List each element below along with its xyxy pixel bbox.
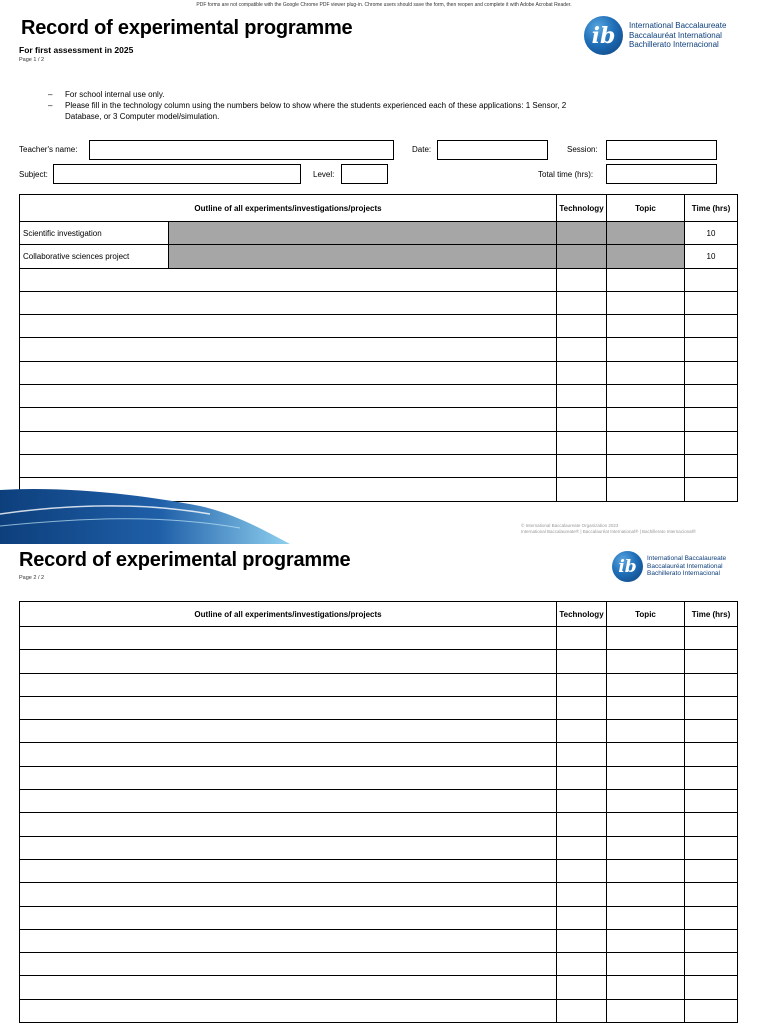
row-outline-cell[interactable]: [20, 720, 557, 743]
table-row: [20, 790, 738, 813]
instructions-list: [48, 89, 568, 122]
table-row: [20, 929, 738, 952]
row-topic-cell[interactable]: [607, 906, 685, 929]
total-time-field[interactable]: [606, 164, 717, 184]
row-technology-cell[interactable]: [557, 953, 607, 976]
row-topic-cell[interactable]: [607, 720, 685, 743]
level-field[interactable]: [341, 164, 388, 184]
table-row: [20, 338, 738, 361]
row-outline-cell[interactable]: [20, 859, 557, 882]
row-technology-cell[interactable]: [557, 743, 607, 766]
instruction-item: – For school internal use only.: [48, 90, 165, 99]
row-time-cell[interactable]: [685, 976, 738, 999]
table-row: [20, 953, 738, 976]
row-outline-cell[interactable]: [20, 315, 557, 338]
row-time-cell[interactable]: [685, 385, 738, 408]
row-time-cell[interactable]: [685, 766, 738, 789]
row-outline-cell[interactable]: [20, 813, 557, 836]
row-time-cell[interactable]: [685, 859, 738, 882]
row-outline-cell[interactable]: [20, 743, 557, 766]
row-outline-cell[interactable]: [20, 696, 557, 719]
row-outline-cell[interactable]: [20, 836, 557, 859]
row-technology-cell[interactable]: [557, 720, 607, 743]
instruction-item: – Please fill in the technology column using the numbers below to show where the students experienced each of these applications: 1 Sensor, 2 Database, or 3 Computer model/simulation.: [48, 101, 567, 121]
row-topic-cell[interactable]: [607, 953, 685, 976]
table-row: [20, 836, 738, 859]
teacher-name-field[interactable]: [89, 140, 394, 160]
header-outline: Outline of all experiments/investigations/projects: [20, 602, 557, 627]
row-outline-cell[interactable]: [20, 291, 557, 314]
logo-line-en: International Baccalaureate: [647, 554, 727, 562]
row-topic-cell[interactable]: [607, 976, 685, 999]
logo-line-fr: Baccalauréat International: [629, 30, 722, 40]
ib-logo-text: [629, 21, 726, 50]
trademark-line: International Baccalaureate® | Baccalauréat International® | Bachillerato Internacional®: [521, 529, 696, 534]
row-technology-cell[interactable]: [557, 883, 607, 906]
row-technology-cell[interactable]: [557, 906, 607, 929]
header-technology: Technology: [557, 195, 607, 222]
row-outline-cell[interactable]: [20, 361, 557, 384]
ib-logo-page2: [612, 551, 726, 582]
table-row: [20, 766, 738, 789]
row-topic-cell[interactable]: [607, 627, 685, 650]
header-time: Time (hrs): [685, 602, 738, 627]
row-technology-cell[interactable]: [557, 929, 607, 952]
row-time-cell[interactable]: [685, 673, 738, 696]
table-row: [20, 650, 738, 673]
row-topic-cell[interactable]: [607, 883, 685, 906]
row-topic-cell[interactable]: [607, 836, 685, 859]
row-outline-cell[interactable]: [20, 999, 557, 1022]
row-technology-cell[interactable]: [557, 999, 607, 1022]
experiments-table-page1: [19, 194, 738, 502]
table-header-row: [20, 195, 738, 222]
row-technology-cell[interactable]: [557, 478, 607, 501]
table-row: [20, 408, 738, 431]
row-technology-cell[interactable]: [557, 408, 607, 431]
page1-page-number: Page 1 / 2: [19, 57, 45, 63]
page1-subtitle: For first assessment in 2025: [19, 45, 134, 55]
footer-swoosh-graphic: [0, 484, 290, 544]
row-technology-cell[interactable]: [557, 315, 607, 338]
row-topic-cell[interactable]: [607, 650, 685, 673]
chrome-notice: PDF forms are not compatible with the Google Chrome PDF viewer plug-in. Chrome users should save the form, then reopen and complete it with Adobe Acrobat Reader.: [196, 2, 572, 8]
table-row: [20, 291, 738, 314]
row-time-cell[interactable]: [685, 696, 738, 719]
row-technology-cell[interactable]: [557, 673, 607, 696]
subject-label: Subject:: [19, 170, 48, 179]
row-time-cell[interactable]: [685, 743, 738, 766]
level-label: Level:: [313, 170, 335, 179]
row-topic-cell: [607, 222, 685, 245]
row-time-cell[interactable]: [685, 454, 738, 477]
row-outline-cell[interactable]: [20, 454, 557, 477]
row-technology-cell[interactable]: [557, 836, 607, 859]
session-field[interactable]: [606, 140, 717, 160]
row-topic-cell[interactable]: [607, 790, 685, 813]
header-time: Time (hrs): [685, 195, 738, 222]
table-row: [20, 385, 738, 408]
row-outline-cell: Scientific investigation: [20, 222, 169, 245]
row-topic-cell[interactable]: [607, 431, 685, 454]
row-topic-cell[interactable]: [607, 291, 685, 314]
row-time-cell[interactable]: [685, 906, 738, 929]
ib-logo-mark: ib: [612, 551, 643, 582]
teacher-name-label: Teacher's name:: [19, 145, 78, 154]
row-outline-cell[interactable]: [20, 976, 557, 999]
table-row: [20, 999, 738, 1022]
table-row: [20, 859, 738, 882]
row-technology-cell[interactable]: [557, 385, 607, 408]
row-outline-cell[interactable]: [20, 408, 557, 431]
row-time-cell: 10: [685, 245, 738, 268]
logo-line-en: International Baccalaureate: [629, 21, 727, 31]
row-outline-cell[interactable]: [20, 673, 557, 696]
row-outline-cell[interactable]: [20, 650, 557, 673]
page1-title: Record of experimental programme: [21, 17, 353, 39]
row-outline-cell[interactable]: [20, 431, 557, 454]
date-field[interactable]: [437, 140, 548, 160]
row-outline-cell: Collaborative sciences project: [20, 245, 169, 268]
logo-line-fr: Baccalauréat International: [647, 562, 723, 570]
row-topic-cell[interactable]: [607, 268, 685, 291]
table-row: [20, 906, 738, 929]
row-topic-cell[interactable]: [607, 859, 685, 882]
instruction-text: For school internal use only.: [65, 90, 165, 99]
row-time-cell[interactable]: [685, 720, 738, 743]
row-topic-cell[interactable]: [607, 454, 685, 477]
row-time-cell[interactable]: [685, 836, 738, 859]
header-topic: Topic: [607, 602, 685, 627]
table-row: [20, 976, 738, 999]
row-technology-cell[interactable]: [557, 291, 607, 314]
table-row: [20, 696, 738, 719]
session-label: Session:: [567, 145, 598, 154]
logo-line-es: Bachillerato Internacional: [647, 570, 720, 578]
table-row: [20, 315, 738, 338]
table-header-row: [20, 602, 738, 627]
row-technology-cell[interactable]: [557, 454, 607, 477]
experiments-table-page2: [19, 601, 738, 1023]
row-outline-cell[interactable]: [20, 268, 557, 291]
row-technology-cell[interactable]: [557, 859, 607, 882]
row-topic-cell: [607, 245, 685, 268]
table-row: [20, 627, 738, 650]
row-technology-cell[interactable]: [557, 627, 607, 650]
row-time-cell[interactable]: [685, 883, 738, 906]
total-time-label: Total time (hrs):: [538, 170, 594, 179]
row-time-cell[interactable]: [685, 361, 738, 384]
row-technology-cell[interactable]: [557, 650, 607, 673]
table-row: [20, 361, 738, 384]
copyright-line: © International Baccalaureate Organization 2023: [521, 523, 619, 528]
row-topic-cell[interactable]: [607, 385, 685, 408]
table-row: [20, 245, 738, 268]
copyright-footer: [521, 523, 761, 535]
row-time-cell[interactable]: [685, 953, 738, 976]
row-topic-cell[interactable]: [607, 361, 685, 384]
table-row: [20, 673, 738, 696]
row-topic-cell[interactable]: [607, 813, 685, 836]
row-greyed-cell: [169, 222, 557, 245]
row-technology-cell: [557, 245, 607, 268]
row-time-cell[interactable]: [685, 431, 738, 454]
row-greyed-cell: [169, 245, 557, 268]
row-outline-cell[interactable]: [20, 385, 557, 408]
table-row: [20, 883, 738, 906]
row-time-cell[interactable]: [685, 408, 738, 431]
table-row: [20, 222, 738, 245]
header-topic: Topic: [607, 195, 685, 222]
row-outline-cell[interactable]: [20, 766, 557, 789]
row-technology-cell[interactable]: [557, 813, 607, 836]
row-technology-cell[interactable]: [557, 361, 607, 384]
row-topic-cell[interactable]: [607, 673, 685, 696]
row-technology-cell[interactable]: [557, 766, 607, 789]
table-row: [20, 720, 738, 743]
row-topic-cell[interactable]: [607, 766, 685, 789]
table-row: [20, 813, 738, 836]
row-technology-cell[interactable]: [557, 338, 607, 361]
ib-logo-mark: ib: [584, 16, 623, 55]
row-topic-cell[interactable]: [607, 743, 685, 766]
row-technology-cell[interactable]: [557, 976, 607, 999]
row-topic-cell[interactable]: [607, 929, 685, 952]
row-technology-cell[interactable]: [557, 696, 607, 719]
row-technology-cell[interactable]: [557, 268, 607, 291]
row-topic-cell[interactable]: [607, 999, 685, 1022]
row-outline-cell[interactable]: [20, 883, 557, 906]
row-technology-cell[interactable]: [557, 790, 607, 813]
row-time-cell[interactable]: [685, 999, 738, 1022]
ib-logo-text: [647, 555, 726, 578]
header-technology: Technology: [557, 602, 607, 627]
row-time-cell[interactable]: [685, 315, 738, 338]
table-row: [20, 431, 738, 454]
logo-line-es: Bachillerato Internacional: [629, 40, 719, 50]
subject-field[interactable]: [53, 164, 301, 184]
row-topic-cell[interactable]: [607, 478, 685, 501]
row-topic-cell[interactable]: [607, 338, 685, 361]
date-label: Date:: [412, 145, 432, 154]
row-time-cell[interactable]: [685, 790, 738, 813]
row-outline-cell[interactable]: [20, 953, 557, 976]
page2-page-number: Page 2 / 2: [19, 575, 45, 581]
row-time-cell[interactable]: [685, 813, 738, 836]
row-technology-cell: [557, 222, 607, 245]
table-row: [20, 454, 738, 477]
row-time-cell[interactable]: [685, 478, 738, 501]
row-time-cell[interactable]: [685, 268, 738, 291]
header-outline: Outline of all experiments/investigations/projects: [20, 195, 557, 222]
row-outline-cell[interactable]: [20, 338, 557, 361]
row-topic-cell[interactable]: [607, 408, 685, 431]
row-time-cell: 10: [685, 222, 738, 245]
instruction-text: Please fill in the technology column using the numbers below to show where the students experienced each of these applications: 1 Sensor, 2 Database, or 3 Computer model/simulation.: [65, 101, 567, 121]
row-technology-cell[interactable]: [557, 431, 607, 454]
row-outline-cell[interactable]: [20, 627, 557, 650]
table-row: [20, 743, 738, 766]
row-outline-cell[interactable]: [20, 929, 557, 952]
ib-logo: [584, 16, 726, 55]
table-row: [20, 268, 738, 291]
row-topic-cell[interactable]: [607, 315, 685, 338]
page2-title: Record of experimental programme: [19, 549, 351, 571]
row-time-cell[interactable]: [685, 929, 738, 952]
row-outline-cell[interactable]: [20, 906, 557, 929]
row-outline-cell[interactable]: [20, 790, 557, 813]
row-time-cell[interactable]: [685, 291, 738, 314]
row-time-cell[interactable]: [685, 627, 738, 650]
row-time-cell[interactable]: [685, 338, 738, 361]
row-topic-cell[interactable]: [607, 696, 685, 719]
row-time-cell[interactable]: [685, 650, 738, 673]
